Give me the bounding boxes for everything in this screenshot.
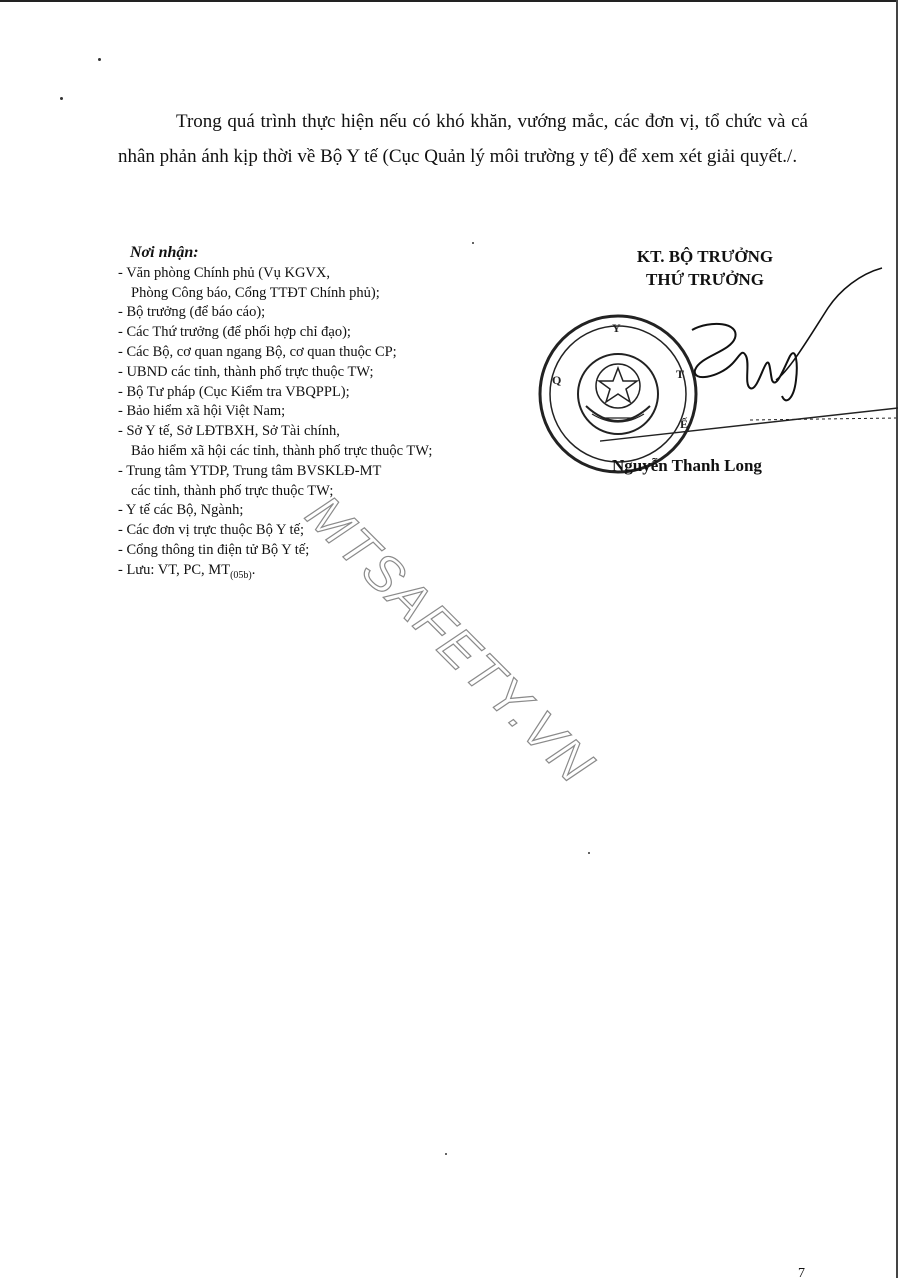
archive-copies: (05b) xyxy=(230,569,252,581)
page-number: 7 xyxy=(798,1266,805,1281)
recipient-item: - Sở Y tế, Sở LĐTBXH, Sở Tài chính, xyxy=(118,423,340,440)
watermark: MTSAFETY.VN xyxy=(294,484,606,796)
recipient-item-archive xyxy=(118,561,498,586)
recipients-title: Nơi nhận: xyxy=(130,244,199,261)
recipient-item: - Bộ trưởng (để báo cáo); xyxy=(118,304,266,321)
archive-label: - Lưu: VT, PC, MT xyxy=(118,561,231,578)
scan-speck xyxy=(60,97,63,100)
recipient-item: các tỉnh, thành phố trực thuộc TW; xyxy=(131,482,334,499)
archive-end: . xyxy=(251,561,256,578)
recipient-item: - Trung tâm YTDP, Trung tâm BVSKLĐ-MT xyxy=(118,462,382,479)
recipient-item: Phòng Công báo, Cổng TTĐT Chính phủ); xyxy=(131,284,380,301)
recipient-item: - Cổng thông tin điện tử Bộ Y tế; xyxy=(118,541,310,558)
recipient-item: - Văn phòng Chính phủ (Vụ KGVX, xyxy=(118,264,330,281)
recipient-item: - Y tế các Bộ, Ngành; xyxy=(118,502,244,519)
recipient-item: - Bộ Tư pháp (Cục Kiểm tra VBQPPL); xyxy=(118,383,350,400)
recipient-item: - Các Thứ trưởng (để phối hợp chỉ đạo); xyxy=(118,324,351,341)
signer-name: Nguyễn Thanh Long xyxy=(612,456,762,475)
seal-letter: Ế xyxy=(680,417,689,431)
closing-paragraph: Trong quá trình thực hiện nếu có khó khăn, vướng mắc, các đơn vị, tổ chức và cá nhân phản ánh kịp thời về Bộ Y tế (Cục Quản lý môi trường y tế) để xem xét giải quyết./. xyxy=(118,111,808,167)
recipient-item: - UBND các tỉnh, thành phố trực thuộc TW; xyxy=(118,363,374,380)
scan-border-top xyxy=(0,0,898,2)
signer-title-line1: KT. BỘ TRƯỞNG xyxy=(636,247,774,266)
recipient-item: - Bảo hiểm xã hội Việt Nam; xyxy=(118,403,286,420)
seal-letter: Y xyxy=(612,321,621,335)
scan-speck xyxy=(445,1153,447,1155)
seal-letter: T xyxy=(676,367,685,381)
handwritten-signature-icon xyxy=(600,260,898,460)
seal-letter: Q xyxy=(552,373,562,387)
recipient-item: - Các đơn vị trực thuộc Bộ Y tế; xyxy=(118,522,304,539)
scan-speck xyxy=(588,852,590,854)
signer-title-line2: THỨ TRƯỞNG xyxy=(646,270,764,289)
recipient-item: Bảo hiểm xã hội các tỉnh, thành phố trực thuộc TW; xyxy=(131,442,433,459)
scan-speck xyxy=(98,58,101,61)
recipient-item: - Các Bộ, cơ quan ngang Bộ, cơ quan thuộc CP; xyxy=(118,343,397,360)
